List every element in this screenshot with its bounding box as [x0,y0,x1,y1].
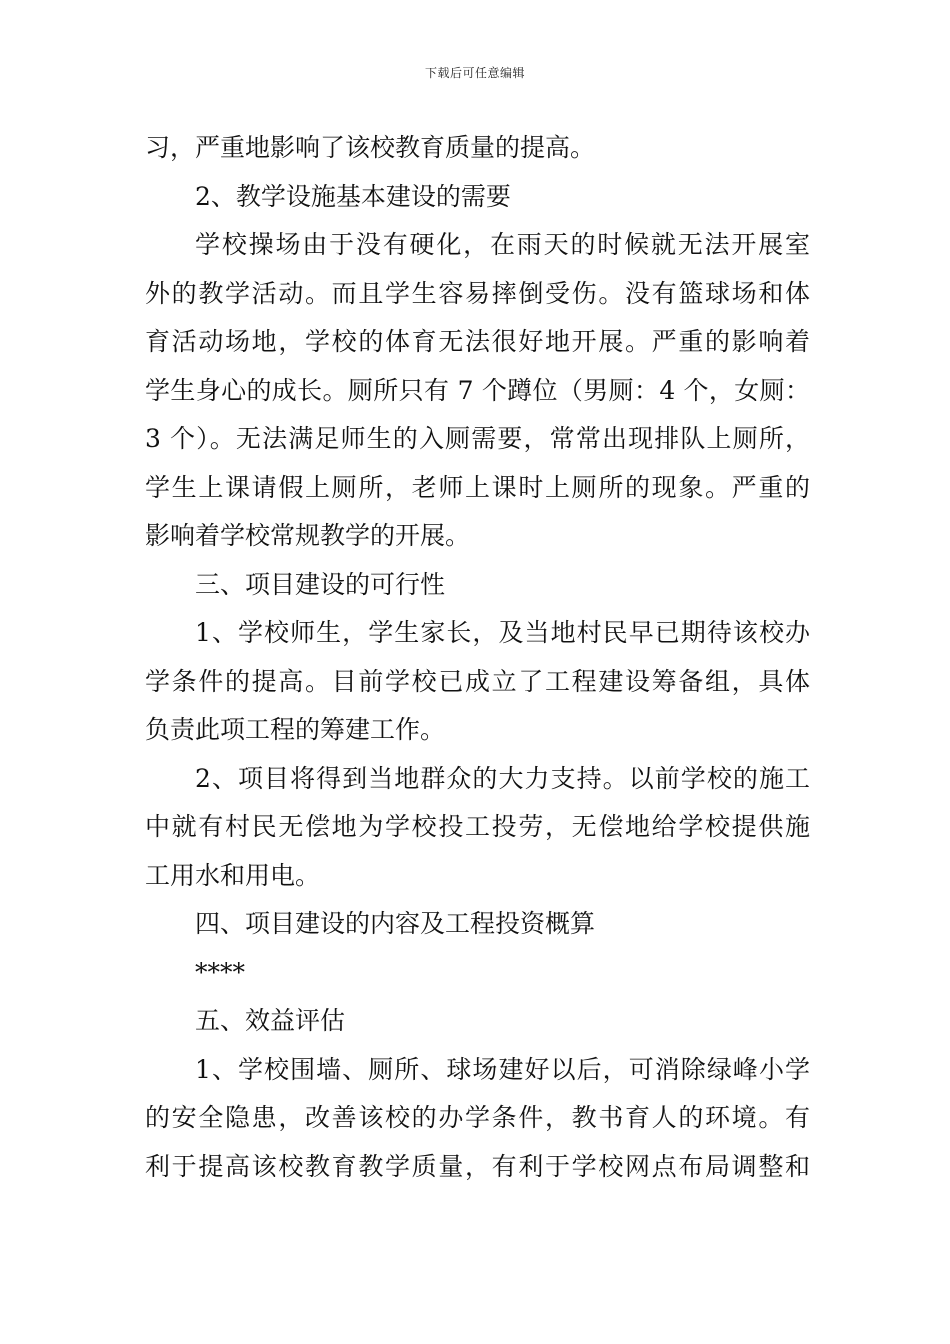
text-line: 外的教学活动。而且学生容易摔倒受伤。没有篮球场和体 [145,278,810,308]
placeholder-text: **** [195,957,245,987]
text-line: 负责此项工程的筹建工作。 [145,715,446,744]
text-line: 学生身心的成长。厕所只有 7 个蹲位（男厕：4 个，女厕： [145,375,810,405]
text-line: 育活动场地，学校的体育无法很好地开展。严重的影响着 [145,327,810,356]
text-line: 3 个）。无法满足师生的入厕需要，常常出现排队上厕所， [145,424,810,453]
text-line: 利于提高该校教育教学质量，有利于学校网点布局调整和 [145,1151,810,1181]
text-line: 2、项目将得到当地群众的大力支持。以前学校的施工 [195,763,810,793]
section-heading: 五、效益评估 [195,1006,346,1035]
text-line: 的安全隐患，改善该校的办学条件，教书育人的环境。有 [145,1103,810,1132]
section-heading: 2、教学设施基本建设的需要 [195,181,511,211]
text-line: 中就有村民无偿地为学校投工投劳，无偿地给学校提供施 [145,812,810,841]
page-header: 下载后可任意编辑 [424,66,525,80]
text-line: 学条件的提高。目前学校已成立了工程建设筹备组，具体 [145,666,810,696]
text-line: 习，严重地影响了该校教育质量的提高。 [145,133,596,162]
section-heading: 四、项目建设的内容及工程投资概算 [195,909,596,938]
text-line: 学生上课请假上厕所，老师上课时上厕所的现象。严重的 [145,472,810,502]
section-heading: 三、项目建设的可行性 [195,569,446,599]
text-line: 学校操场由于没有硬化，在雨天的时候就无法开展室 [195,230,810,259]
text-line: 影响着学校常规教学的开展。 [145,521,471,550]
text-line: 1、学校围墙、厕所、球场建好以后，可消除绿峰小学 [195,1054,810,1084]
text-line: 工用水和用电。 [145,860,321,890]
document-body [145,124,810,1191]
text-line: 1、学校师生，学生家长，及当地村民早已期待该校办 [195,618,810,647]
